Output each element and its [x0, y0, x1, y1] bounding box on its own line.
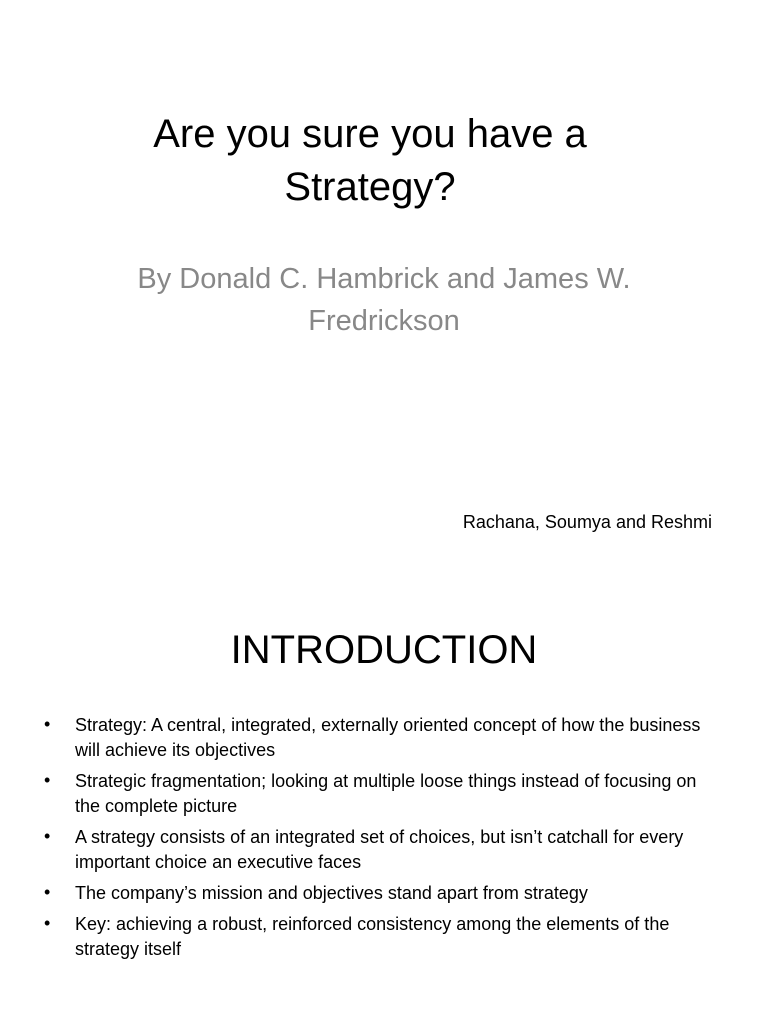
bullet-icon: •	[44, 770, 51, 790]
bullet-text: A strategy consists of an integrated set of choices, but isn’t catchall for every important choice an executive faces	[75, 827, 684, 872]
bullet-icon: •	[44, 882, 51, 902]
list-item	[44, 881, 724, 906]
list-item	[44, 912, 724, 962]
list-item	[44, 713, 724, 763]
bullet-text: Strategic fragmentation; looking at multiple loose things instead of focusing on the complete picture	[75, 771, 697, 816]
bullet-text: Key: achieving a robust, reinforced consistency among the elements of the strategy itself	[75, 914, 670, 959]
slide-title: Are you sure you have a Strategy?	[153, 112, 587, 209]
slide-subtitle: By Donald C. Hambrick and James W. Fredrickson	[137, 263, 631, 337]
list-item	[44, 825, 724, 875]
introduction-slide	[0, 585, 768, 1024]
bullet-text: Strategy: A central, integrated, externally oriented concept of how the business will achieve its objectives	[75, 715, 701, 760]
bullet-text: The company’s mission and objectives stand apart from strategy	[75, 883, 588, 903]
bullet-icon: •	[44, 913, 51, 933]
bullet-icon: •	[44, 826, 51, 846]
section-heading: INTRODUCTION	[230, 628, 538, 672]
presenter-names: Rachana, Soumya and Reshmi	[462, 512, 712, 532]
list-item	[44, 769, 724, 819]
bullet-list	[44, 713, 724, 968]
bullet-icon: •	[44, 714, 51, 734]
